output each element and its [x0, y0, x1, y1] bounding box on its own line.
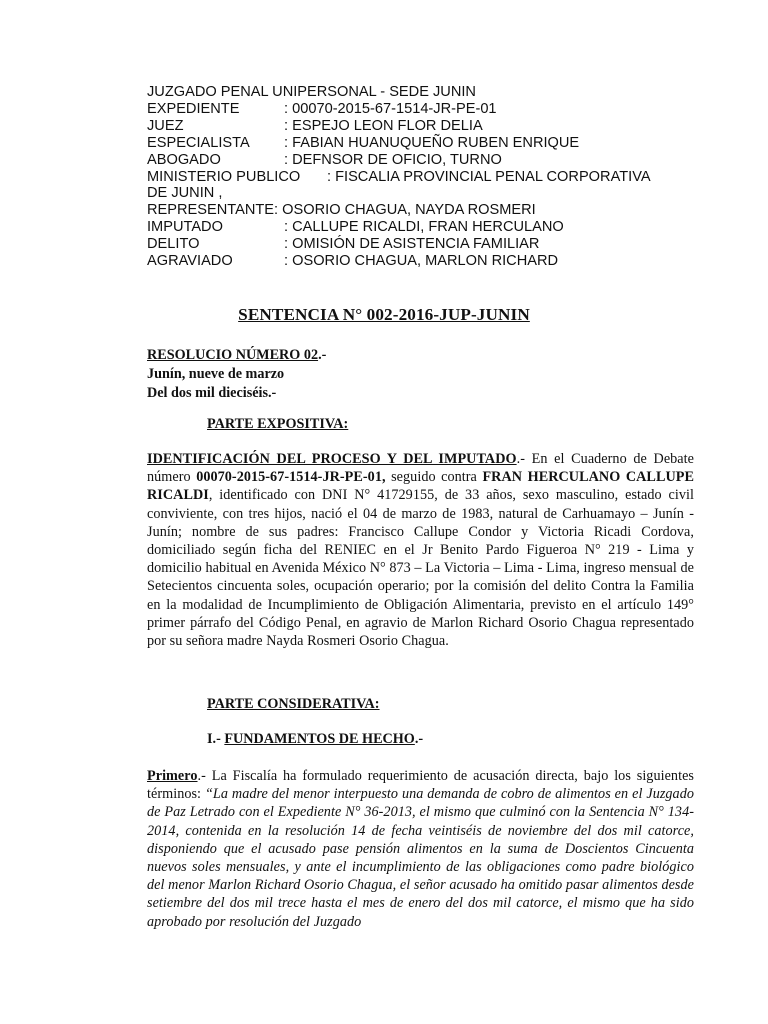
header-value: : DEFNSOR DE OFICIO, TURNO	[284, 151, 502, 168]
identificacion-paragraph	[147, 450, 694, 650]
primero-paragraph	[147, 767, 694, 931]
fundamentos-prefix: I.-	[207, 731, 225, 747]
header-label: ESPECIALISTA	[147, 134, 250, 151]
resolution-number-suffix: .-	[318, 347, 327, 363]
header-row-expediente	[147, 101, 707, 118]
header-value: : OSORIO CHAGUA, MARLON RICHARD	[284, 253, 559, 270]
header-value: : FISCALIA PROVINCIAL PENAL CORPORATIVA	[327, 168, 651, 185]
header-label: REPRESENTANTE:	[147, 202, 279, 219]
primero-label: Primero	[147, 768, 198, 784]
header-row-imputado	[147, 219, 707, 236]
header-row-agraviado	[147, 253, 707, 270]
section-considerativa-heading: PARTE CONSIDERATIVA:	[207, 696, 380, 712]
header-label: IMPUTADO	[147, 219, 223, 236]
header-value: OSORIO CHAGUA, NAYDA ROSMERI	[278, 202, 536, 219]
header-row-juez	[147, 118, 707, 135]
sentence-title: SENTENCIA N° 002-2016-JUP-JUNIN	[238, 305, 530, 324]
header-label: MINISTERIO PUBLICO	[147, 168, 301, 185]
header-label: JUEZ	[147, 117, 184, 134]
header-row-ministerio	[147, 169, 707, 186]
header-label: EXPEDIENTE	[147, 100, 240, 117]
imputado-name: FRAN HERCULANO CALLUPE RICALDI	[147, 469, 694, 504]
identificacion-text-1: .- En el Cuaderno de Debate número	[147, 451, 694, 486]
header-row-especialista	[147, 135, 707, 152]
header-row-delito	[147, 236, 707, 253]
identificacion-text-2: seguido contra	[385, 469, 483, 486]
identificacion-text-3: , identificado con DNI N° 41729155, de 33 años, sexo masculino, estado civil conviviente, con tres hijos, nació el 04 de marzo de 1983, natural de Carhuamayo – Junín - Junín; nombre de sus padres: Francisco Callupe Condor y Victoria Ricadi Cordova, domiciliado según ficha del RENIEC en el Jr Benito Pardo Figueroa N° 219 - Lima y domicilio habitual en Avenida México N° 873 – La Victoria – Lima - Lima, ingreso mensual de Setecientos cincuenta soles, ocupación operario; por la comisión del delito Contra la Familia en la modalidad de Incumplimiento de Obligación Alimentaria, previsto en el artículo 149° primer párrafo del Código Penal, en agravio de Marlon Richard Osorio Chagua representado por su señora madre Nayda Rosmeri Osorio Chagua.	[147, 487, 694, 650]
identificacion-heading: IDENTIFICACIÓN DEL PROCESO Y DEL IMPUTADO	[147, 451, 517, 467]
header-label: AGRAVIADO	[147, 253, 233, 270]
header-row-representante	[147, 202, 707, 219]
fundamentos-title: FUNDAMENTOS DE HECHO	[224, 731, 415, 747]
resolution-number-label: RESOLUCIO NÚMERO 02	[147, 347, 319, 363]
header-row-abogado	[147, 152, 707, 169]
header-value: : 00070-2015-67-1514-JR-PE-01	[284, 100, 497, 117]
header-row-ministerio-cont: DE JUNIN ,	[147, 185, 223, 202]
expediente-number: 00070-2015-67-1514-JR-PE-01,	[196, 469, 386, 486]
resolution-year: Del dos mil dieciséis.-	[147, 385, 277, 401]
fundamentos-heading	[207, 731, 423, 748]
primero-quote: “La madre del menor interpuesto una demanda de cobro de alimentos en el Juzgado de Paz Letrado con el Expediente N° 36-2013, el mismo que culminó con la Sentencia N° 134-2014, contenida en la resolución 14 de fecha veintiséis de noviembre del dos mil catorce, disponiendo que el acusado pase pensión alimentos en la suma de Doscientos Cincuenta nuevos soles mensuales, y ante el incumplimiento de las obligaciones como padre biológico del menor Marlon Richard Osorio Chagua, el señor acusado ha omitido pasar alimentos desde setiembre del dos mil trece hasta el mes de enero del dos mil catorce, el mismo que ha sido aprobado por resolución del Juzgado	[147, 786, 694, 930]
section-expositiva-heading: PARTE EXPOSITIVA:	[207, 416, 349, 432]
court-name: JUZGADO PENAL UNIPERSONAL - SEDE JUNIN	[147, 84, 476, 100]
resolution-date: Junín, nueve de marzo	[147, 366, 285, 382]
header-label: DELITO	[147, 236, 200, 253]
fundamentos-suffix: .-	[414, 731, 424, 747]
primero-text: .- La Fiscalía ha formulado requerimiento de acusación directa, bajo los siguientes términos:	[147, 768, 694, 803]
header-label: ABOGADO	[147, 151, 221, 168]
resolution-block	[147, 346, 707, 403]
header-value: : ESPEJO LEON FLOR DELIA	[284, 117, 483, 134]
header-value: : OMISIÓN DE ASISTENCIA FAMILIAR	[284, 236, 540, 253]
resolution-number	[147, 346, 707, 365]
header-value: : FABIAN HUANUQUEÑO RUBEN ENRIQUE	[284, 134, 580, 151]
case-header	[147, 84, 707, 270]
header-value: : CALLUPE RICALDI, FRAN HERCULANO	[284, 219, 564, 236]
